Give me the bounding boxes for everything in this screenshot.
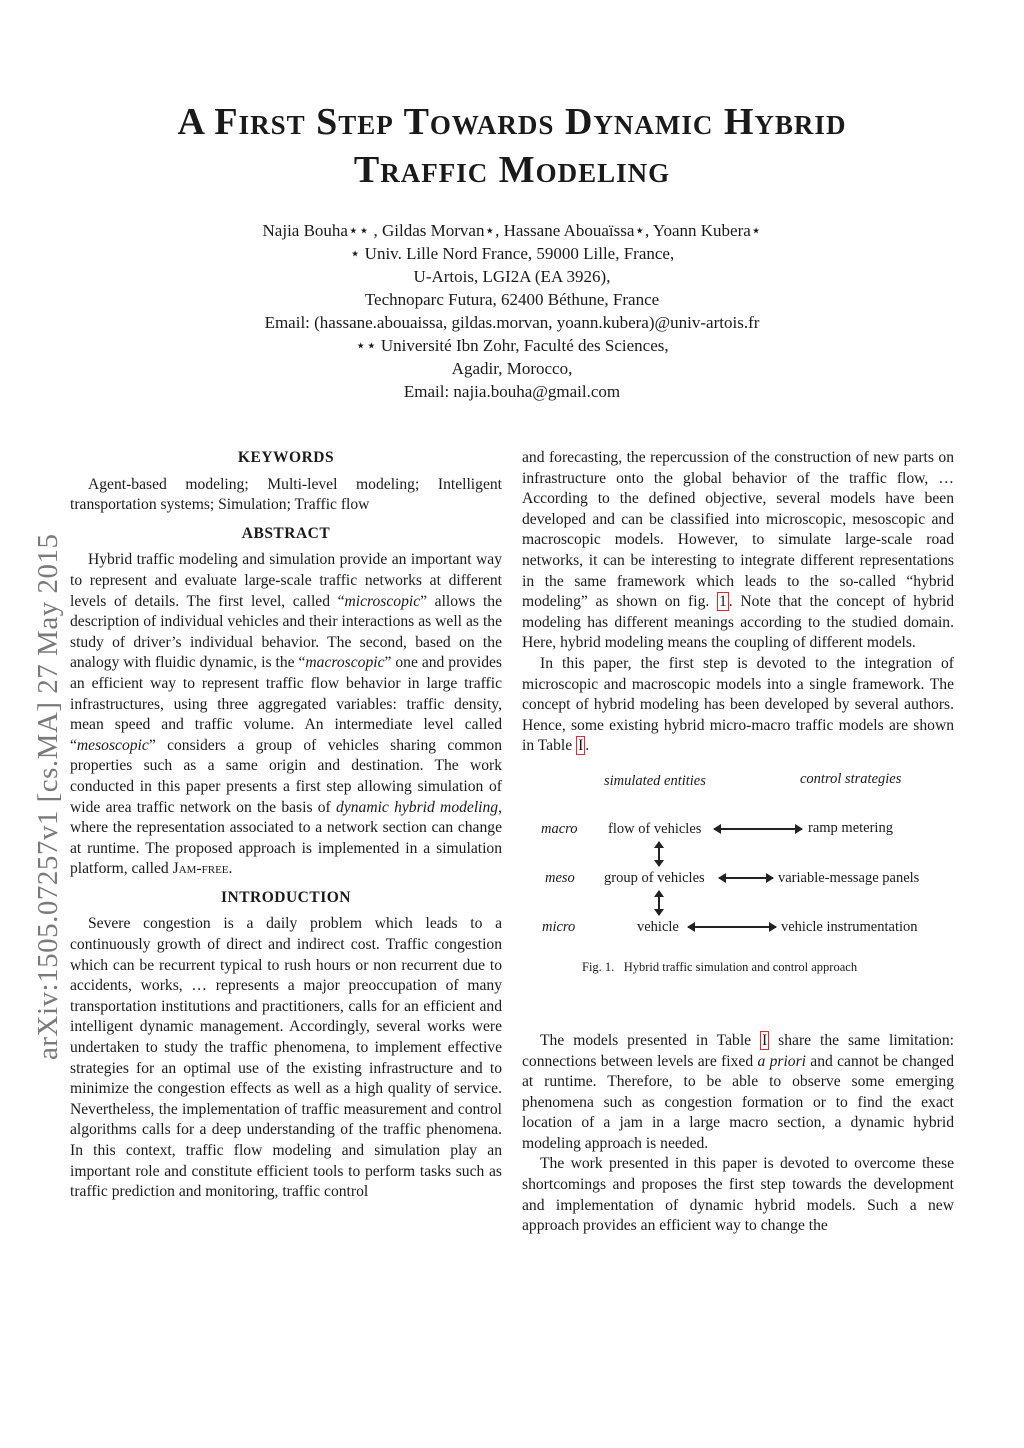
right-para-4: The work presented in this paper is devoted to overcome these shortcomings and proposes the first step towards the development and implementation of dynamic hybrid models. Such a new approach provides an efficient way to change the [522,1155,954,1235]
figure-caption: Fig. 1. Hybrid traffic simulation and control approach [582,959,858,974]
fig-arrow-macro [714,828,802,830]
paper-title-line-2: Traffic Modeling [353,149,671,191]
affiliation-4: ⋆⋆ Université Ibn Zohr, Faculté des Sciences, [355,336,669,355]
fig-row-macro: macro [541,820,578,837]
fig-control-macro: ramp metering [808,819,893,836]
paper-title-line-1: A First Step Towards Dynamic Hybrid [177,101,847,143]
fig-row-micro: micro [542,918,576,935]
table-ref-link[interactable]: I [578,737,584,755]
figure-ref-link[interactable]: 1 [719,593,727,611]
affiliation-5: Agadir, Morocco, [451,359,573,378]
affiliation-1: ⋆ Univ. Lille Nord France, 59000 Lille, France, [349,244,675,263]
fig-arrow-micro [688,926,776,928]
figure-1 [522,771,954,1031]
author-block [0,219,1024,403]
author-names: Najia Bouha⋆⋆ , Gildas Morvan⋆, Hassane Abouaïssa⋆, Yoann Kubera⋆ [262,221,762,240]
table-ref-link-2[interactable]: I [762,1031,768,1049]
fig-arrow-meso-micro [658,891,660,915]
fig-entity-macro: flow of vehicles [608,820,702,837]
keywords-text: Agent-based modeling; Multi-level modeling; Intelligent transportation systems; Simulation; Traffic flow [70,475,502,514]
right-para-2: In this paper, the first step is devoted to the integration of microscopic and macroscopic models into a single framework. The concept of hybrid modeling has been developed by several authors. Hence, some existing hybrid micro-macro traffic models are shown in Table I . [522,654,954,755]
left-column [70,448,502,1203]
fig-header-control: control strategies [800,770,902,787]
fig-control-micro: vehicle instrumentation [781,918,918,935]
right-para-1: and forecasting, the repercussion of the construction of new parts on infrastructure onto the global behavior of the traffic flow, … According to the defined objective, several models have been developed and can be classified into microscopic, mesoscopic and macroscopic models. However, to simulate large-scale road networks, it can be interesting to integrate different representations in the same framework which leads to the so-called “hybrid modeling” as shown on fig. 1 . Note that the concept of hybrid modeling has different meanings according to the studied domain. Here, hybrid modeling means the coupling of different models. [522,449,954,652]
email-2: Email: najia.bouha@gmail.com [403,382,621,401]
fig-arrow-meso [719,877,773,879]
fig-entity-meso: group of vehicles [604,869,705,886]
fig-row-meso: meso [545,869,575,886]
affiliation-3: Technoparc Futura, 62400 Béthune, France [364,290,660,309]
fig-control-meso: variable-message panels [778,869,920,886]
introduction-heading: INTRODUCTION [220,888,351,906]
introduction-para-1: Severe congestion is a daily problem which leads to a continuously growth of direct and indirect cost. Traffic congestion which can be recurrent typical to rush hours or non recurrent due to accidents, works, … represents a major preoccupation of many transportation institutions and practitioners, calls for an efficient and intelligent dynamic management. Accordingly, several works were undertaken to study the traffic phenomena, to implement effective strategies for an optimal use of the existing infrastructure and to minimize the congestion effects as well as a high quality of service. Nevertheless, the implementation of traffic measurement and control algorithms calls for a deep understanding of the traffic phenomena. In this context, traffic flow modeling and simulation play an important role and constitute efficient tools to perform tasks such as traffic prediction and monitoring, traffic control [70,915,502,1201]
fig-header-entities: simulated entities [604,772,706,789]
right-para-3: The models presented in Table I share the same limitation: connections between levels are fixed a priori and cannot be changed at runtime. Therefore, to be able to observe some emerging phenomena such as congestion formation or to find the exact location of a jam in a large macro section, a dynamic hybrid modeling approach is needed. [522,1031,955,1152]
abstract-heading: ABSTRACT [241,524,331,542]
keywords-heading: KEYWORDS [237,449,335,466]
fig-entity-micro: vehicle [637,918,679,935]
arxiv-stamp: arXiv:1505.07257v1 [cs.MA] 27 May 2015 [32,533,64,1060]
affiliation-2: U-Artois, LGI2A (EA 3926), [413,267,611,286]
right-column [522,448,954,1237]
abstract-text: Hybrid traffic modeling and simulation provide an important way to represent and evaluate large-scale traffic networks at different levels of details. The first level, called “microscopic” allows the description of individual vehicles and their interactions as well as the study of driver’s individual behavior. The second, based on the analogy with fluidic dynamic, is the “macroscopic” one and provides an efficient way to represent traffic flow behavior in large traffic infrastructures, using three aggregated variables: traffic density, mean speed and traffic volume. An intermediate level called “mesoscopic” considers a group of vehicles sharing common properties such as a same origin and destination. The work conducted in this paper presents a first step allowing simulation of wide area traffic network on the basis of dynamic hybrid modeling, where the representation associated to a network section can change at runtime. The proposed approach is implemented in a simulation platform, called Jam-free. [70,551,502,878]
email-1: Email: (hassane.abouaissa, gildas.morvan, yoann.kubera)@univ-artois.fr [264,313,760,332]
fig-arrow-macro-meso [658,842,660,866]
